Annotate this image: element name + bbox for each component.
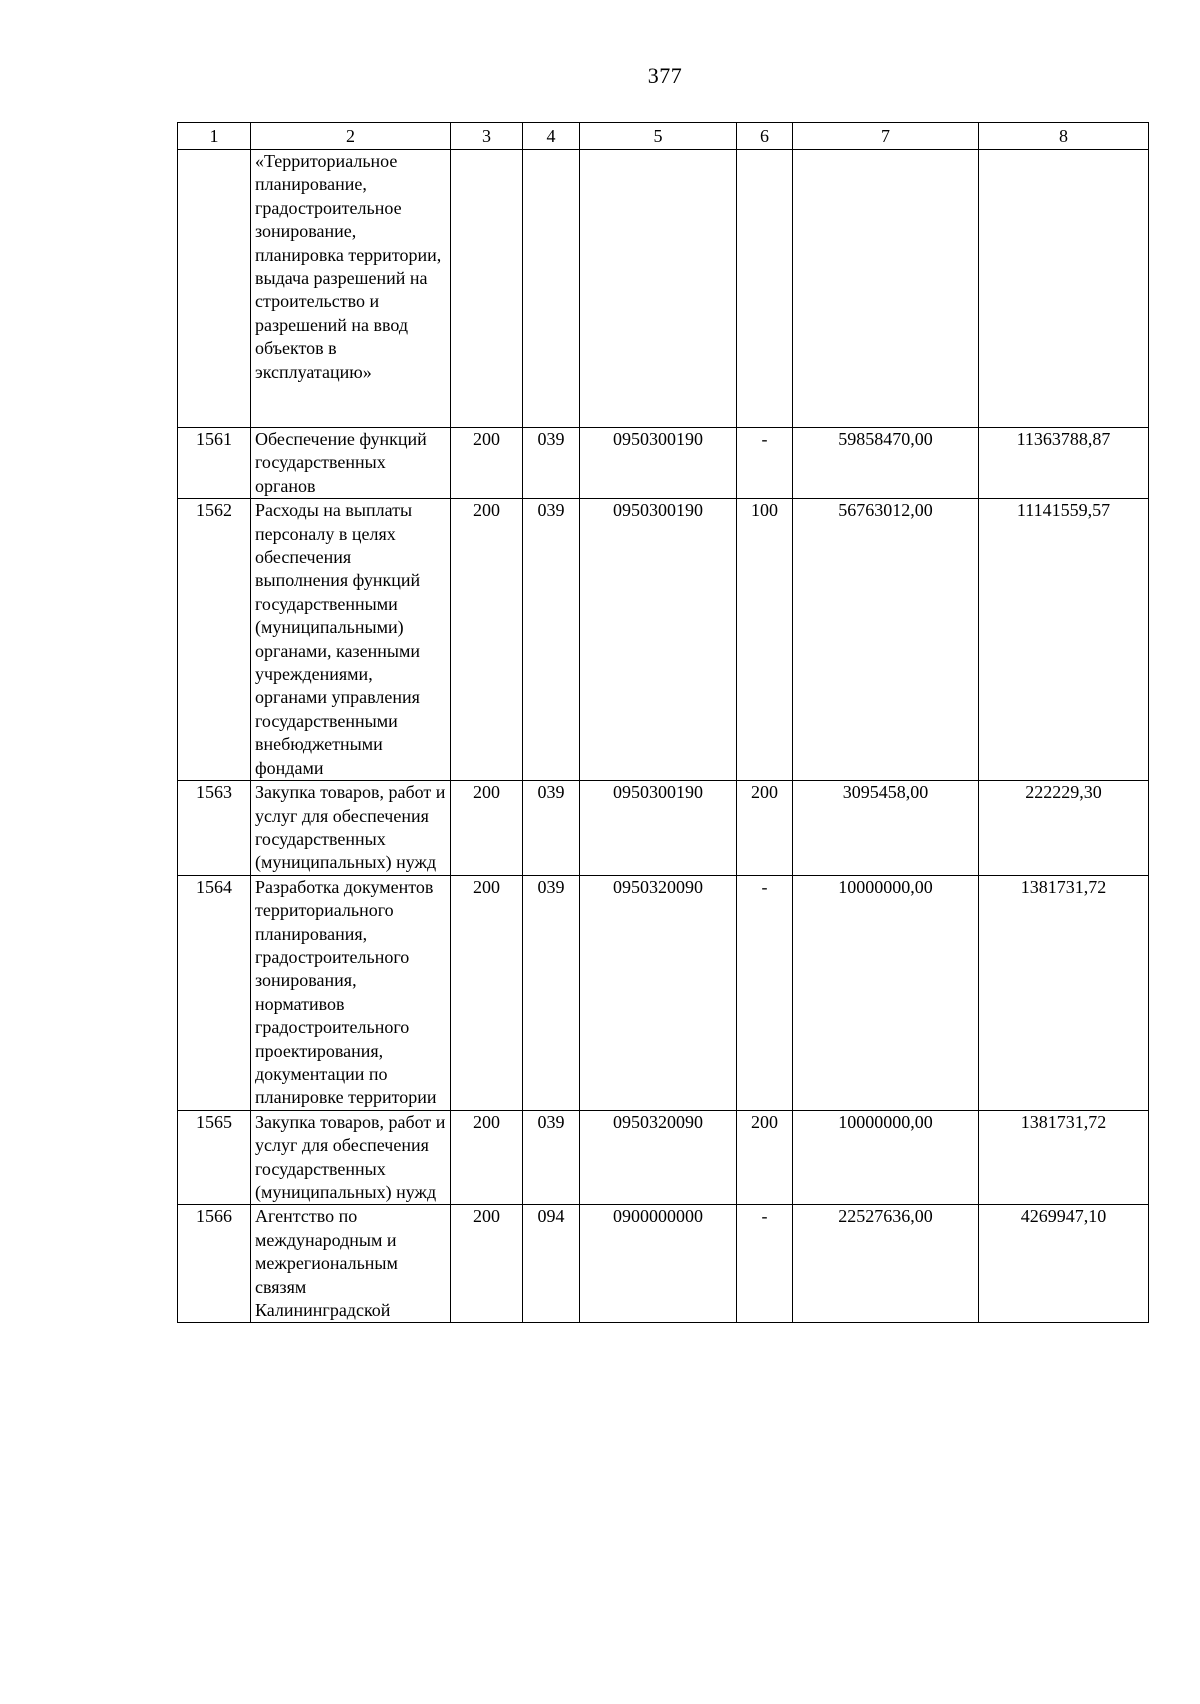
continuation-row bbox=[178, 150, 1149, 428]
row-name: Закупка товаров, работ и услуг для обеспечения государственных (муниципальных) нужд bbox=[251, 1110, 451, 1205]
cell-c4: 039 bbox=[523, 781, 580, 876]
row-number: 1565 bbox=[178, 1110, 251, 1205]
row-name: Закупка товаров, работ и услуг для обеспечения государственных (муниципальных) нужд bbox=[251, 781, 451, 876]
column-header: 8 bbox=[979, 123, 1149, 150]
cell-c7: 56763012,00 bbox=[793, 499, 979, 781]
cell-c5: 0950300190 bbox=[580, 499, 737, 781]
cell-c8: 1381731,72 bbox=[979, 875, 1149, 1110]
cell-c4: 039 bbox=[523, 428, 580, 499]
cell-c6: 100 bbox=[737, 499, 793, 781]
cell-c6: 200 bbox=[737, 1110, 793, 1205]
cell-c7: 10000000,00 bbox=[793, 875, 979, 1110]
table-row bbox=[178, 781, 1149, 876]
row-name: Разработка документов территориального планирования, градостроительного зонирования, нормативов градостроительного проектирования, документации по планировке территории bbox=[251, 875, 451, 1110]
cell-c7: 10000000,00 bbox=[793, 1110, 979, 1205]
cell-c4: 039 bbox=[523, 875, 580, 1110]
row-number: 1564 bbox=[178, 875, 251, 1110]
row-number: 1563 bbox=[178, 781, 251, 876]
cell-c5: 0950300190 bbox=[580, 781, 737, 876]
cell-c8: 4269947,10 bbox=[979, 1205, 1149, 1323]
cell-c6: - bbox=[737, 875, 793, 1110]
cell-c6: - bbox=[737, 428, 793, 499]
table-row bbox=[178, 499, 1149, 781]
cell-c6: 200 bbox=[737, 781, 793, 876]
cell-c4: 094 bbox=[523, 1205, 580, 1323]
column-header: 1 bbox=[178, 123, 251, 150]
cell-c7: 22527636,00 bbox=[793, 1205, 979, 1323]
cell-c6: - bbox=[737, 1205, 793, 1323]
continued-program-name: «Территориальное планирование, градостроительное зонирование, планировка территории, выдача разрешений на строительство и разрешений на ввод объектов в эксплуатацию» bbox=[251, 150, 451, 428]
cell-c4: 039 bbox=[523, 499, 580, 781]
cell-c3: 200 bbox=[451, 428, 523, 499]
column-number-row bbox=[178, 123, 1149, 150]
cell-c5: 0900000000 bbox=[580, 1205, 737, 1323]
row-number: 1561 bbox=[178, 428, 251, 499]
page-number: 377 bbox=[647, 63, 683, 88]
cell-c7: 59858470,00 bbox=[793, 428, 979, 499]
column-header: 6 bbox=[737, 123, 793, 150]
row-name: Расходы на выплаты персоналу в целях обеспечения выполнения функций государственными (муниципальными) органами, казенными учреждениями, органами управления государственными внебюджетными фондами bbox=[251, 499, 451, 781]
row-name: Обеспечение функций государственных органов bbox=[251, 428, 451, 499]
column-header: 7 bbox=[793, 123, 979, 150]
table-row bbox=[178, 1205, 1149, 1323]
cell-c7: 3095458,00 bbox=[793, 781, 979, 876]
cell-c3: 200 bbox=[451, 875, 523, 1110]
cell-c5: 0950300190 bbox=[580, 428, 737, 499]
row-name: Агентство по международным и межрегиональным связям Калининградской bbox=[251, 1205, 451, 1323]
cell-c8: 1381731,72 bbox=[979, 1110, 1149, 1205]
cell-c3: 200 bbox=[451, 1205, 523, 1323]
cell-c5: 0950320090 bbox=[580, 875, 737, 1110]
cell-c8: 222229,30 bbox=[979, 781, 1149, 876]
row-number: 1562 bbox=[178, 499, 251, 781]
column-header: 4 bbox=[523, 123, 580, 150]
column-header: 3 bbox=[451, 123, 523, 150]
cell-c8: 11141559,57 bbox=[979, 499, 1149, 781]
column-header: 5 bbox=[580, 123, 737, 150]
budget-table bbox=[177, 122, 1149, 1323]
column-header: 2 bbox=[251, 123, 451, 150]
table-row bbox=[178, 875, 1149, 1110]
row-number: 1566 bbox=[178, 1205, 251, 1323]
cell-c3: 200 bbox=[451, 499, 523, 781]
cell-c5: 0950320090 bbox=[580, 1110, 737, 1205]
cell-c3: 200 bbox=[451, 781, 523, 876]
cell-c3: 200 bbox=[451, 1110, 523, 1205]
table-row bbox=[178, 428, 1149, 499]
cell-c8: 11363788,87 bbox=[979, 428, 1149, 499]
cell-c4: 039 bbox=[523, 1110, 580, 1205]
table-row bbox=[178, 1110, 1149, 1205]
